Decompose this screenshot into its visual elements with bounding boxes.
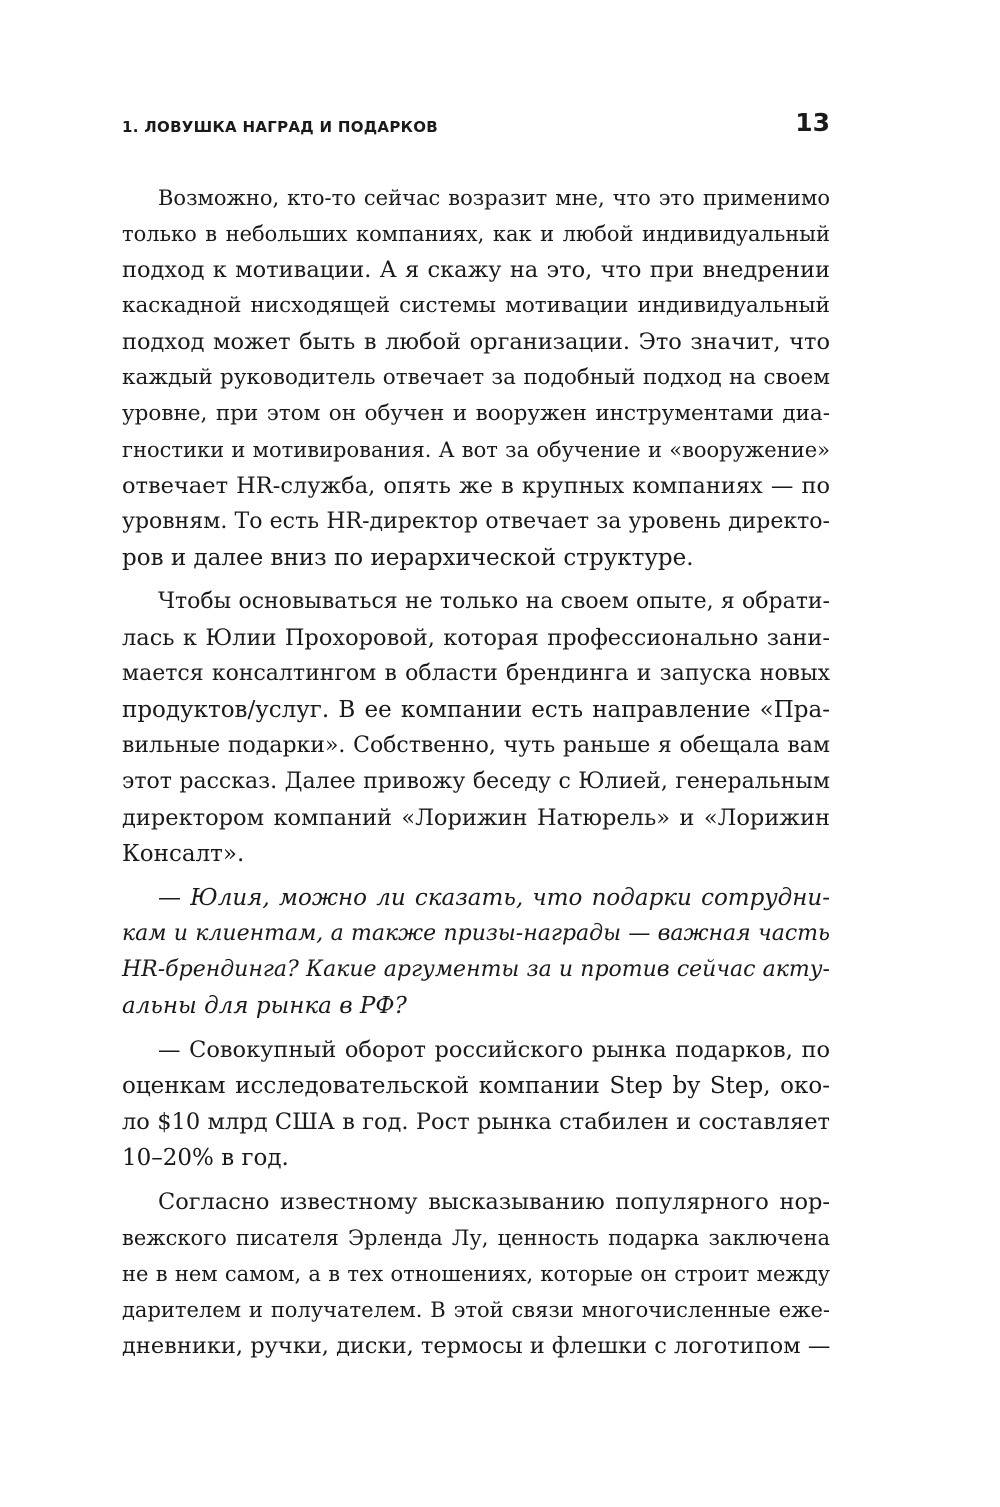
text-line: продуктов/услуг. В ее компании есть направление «Пра- xyxy=(122,697,830,723)
text-line: альны для рынка в РФ? xyxy=(122,993,407,1019)
text-line: HR-брендинга? Какие аргументы за и против сейчас акту- xyxy=(122,957,830,982)
text-line: уровне, при этом он обучен и вооружен инструментами диа- xyxy=(122,401,830,426)
text-line: Чтобы основываться не только на своем опыте, я обрати- xyxy=(158,589,830,614)
text-line: каскадной нисходящей системы мотивации индивидуальный xyxy=(122,293,830,318)
paragraph xyxy=(122,1184,830,1364)
text-line: ло $10 млрд США в год. Рост рынка стабилен и составляет xyxy=(122,1109,830,1135)
text-line: ров и далее вниз по иерархической структуре. xyxy=(122,545,694,571)
text-line: уровням. То есть HR-директор отвечает за уровень директо- xyxy=(122,509,830,534)
running-header xyxy=(122,108,830,142)
paragraph xyxy=(122,584,830,872)
text-line: 10–20% в год. xyxy=(122,1145,289,1171)
text-line: гностики и мотивирования. А вот за обучение и «вооружение» xyxy=(122,438,830,462)
text-line: этот рассказ. Далее привожу беседу с Юлией, генеральным xyxy=(122,769,830,794)
text-line: каждый руководитель отвечает за подобный подход на своем xyxy=(122,365,830,390)
text-line: лась к Юлии Прохоровой, которая профессионально зани- xyxy=(122,625,830,651)
interview-answer xyxy=(122,1032,830,1176)
text-line: Консалт». xyxy=(122,841,245,867)
text-line: вильные подарки». Собственно, чуть раньше я обещала вам xyxy=(122,733,830,758)
text-line: оценкам исследовательской компании Step by Step, око- xyxy=(122,1073,830,1099)
interview-question xyxy=(122,880,830,1024)
page-number: 13 xyxy=(795,108,830,137)
text-line: Согласно известному высказыванию популярного нор- xyxy=(158,1189,830,1215)
text-line: отвечает HR-служба, опять же в крупных компаниях — по xyxy=(122,473,830,499)
text-line: только в небольших компаниях, как и любой индивидуальный xyxy=(122,222,830,246)
chapter-title: 1. ЛОВУШКА НАГРАД И ПОДАРКОВ xyxy=(122,118,438,136)
text-line: вежского писателя Эрленда Лу, ценность подарка заключена xyxy=(122,1226,830,1250)
text-line: кам и клиентам, а также призы-награды — важная часть xyxy=(122,921,830,946)
text-line: подход к мотивации. А я скажу на это, что при внедрении xyxy=(122,257,830,283)
text-line: не в нем самом, а в тех отношениях, которые он строит между xyxy=(122,1262,830,1286)
paragraph xyxy=(122,180,830,576)
text-line: — Совокупный оборот российского рынка подарков, по xyxy=(158,1037,830,1063)
text-line: директором компаний «Лорижин Натюрель» и «Лорижин xyxy=(122,805,830,831)
text-line: Возможно, кто-то сейчас возразит мне, что это применимо xyxy=(158,186,830,210)
body-text xyxy=(122,180,830,1364)
text-line: — Юлия, можно ли сказать, что подарки сотрудни- xyxy=(158,885,830,911)
text-line: дневники, ручки, диски, термосы и флешки с логотипом — xyxy=(122,1333,831,1359)
text-line: мается консалтингом в области брендинга и запуска новых xyxy=(122,661,830,686)
text-line: дарителем и получателем. В этой связи многочисленные еже- xyxy=(122,1298,830,1322)
text-line: подход может быть в любой организации. Это значит, что xyxy=(122,329,830,355)
